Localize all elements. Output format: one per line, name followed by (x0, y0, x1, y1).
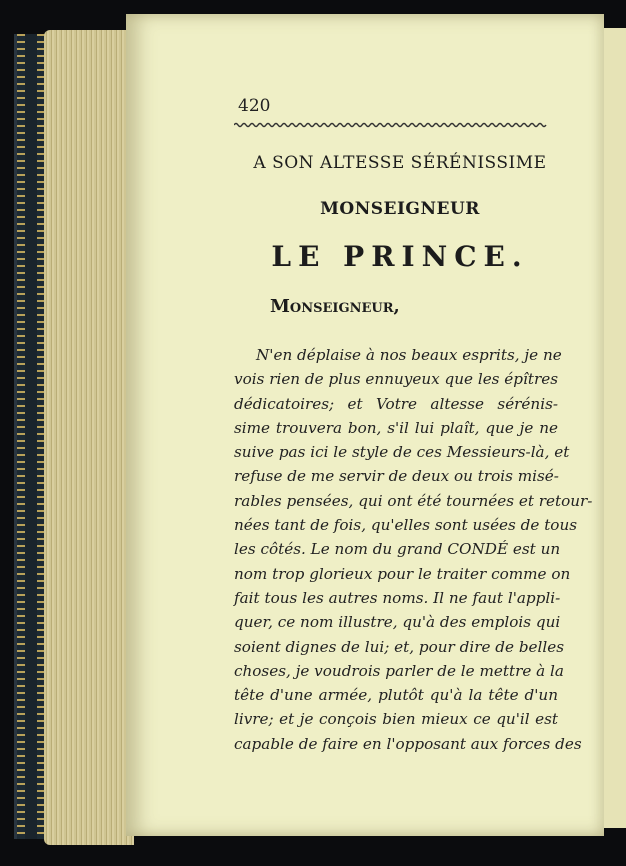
body-line: choses, je voudrois parler de le mettre à la (234, 661, 564, 680)
body-line: refuse de me servir de deux ou trois misé- (234, 467, 559, 486)
book-spine (14, 34, 47, 839)
page-number: 420 (238, 96, 271, 116)
body-line: vois rien de plus ennuyeux que les épîtres (234, 370, 559, 389)
body-line: N'en déplaise à nos beaux esprits, je ne (256, 346, 562, 364)
body-line: capable de faire en l'opposant aux forces des (234, 734, 582, 753)
body-line: les côtés. Le nom du grand CONDÉ est un (234, 540, 561, 559)
body-line: nom trop glorieux pour le traiter comme on (234, 564, 571, 583)
page-edges (44, 30, 134, 845)
body-line: livre; et je conçois bien mieux ce qu'il est (234, 710, 558, 729)
heading-dedication: A SON ALTESSE SÉRÉNISSIME (253, 153, 547, 173)
body-line: rables pensées, qui ont été tournées et retour- (234, 491, 593, 510)
body-line: tête d'une armée, plutôt qu'à la tête d'un (234, 686, 558, 705)
heading-monseigneur: MONSEIGNEUR (320, 199, 480, 219)
body-line: quer, ce nom illustre, qu'à des emplois qui (234, 613, 561, 632)
salutation: Monseigneur, (270, 296, 400, 317)
heading-le-prince: LE PRINCE. (271, 240, 529, 273)
body-line: fait tous les autres noms. Il ne faut l'appli- (234, 588, 561, 607)
body-line: sime trouvera bon, s'il lui plaît, que je ne (234, 418, 558, 437)
ornamental-rule (234, 121, 556, 129)
body-line: soient dignes de lui; et, pour dire de belles (234, 637, 565, 656)
body-line: nées tant de fois, qu'elles sont usées de tous (234, 516, 578, 535)
body-line: dédicatoires; et Votre altesse sérénis- (234, 394, 558, 413)
body-line: suive pas ici le style de ces Messieurs-là, et (234, 443, 570, 462)
body-text (234, 343, 593, 756)
